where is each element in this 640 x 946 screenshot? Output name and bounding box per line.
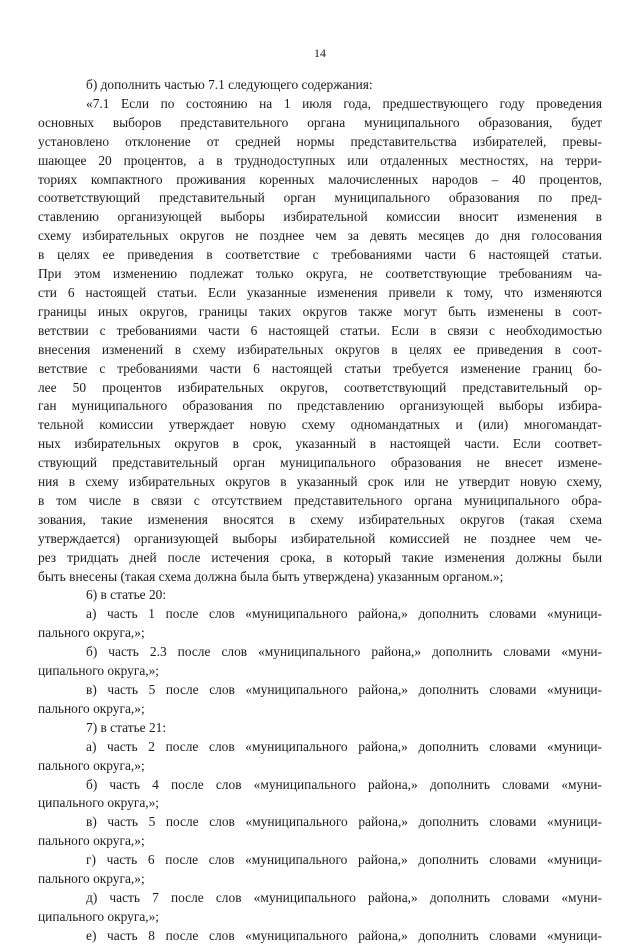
text-line: ган муниципального образования по представлению организующей выборы избира- xyxy=(38,398,602,414)
text-line: основных выборов представительного органа муниципального образования, будет xyxy=(38,114,602,130)
text-line: «7.1 Если по состоянию на 1 июля года, предшествующего году проведения xyxy=(86,95,602,111)
text-line: 7) в статье 21: xyxy=(86,719,167,735)
text-line: лее 50 процентов избирательных округов, соответствующий представительный ор- xyxy=(38,379,602,395)
text-line: зования, такие изменения вносятся в схему избирательных округов (такая схема xyxy=(38,511,602,527)
text-line: е) часть 8 после слов «муниципального района,» дополнить словами «муници- xyxy=(86,927,602,943)
text-line: а) часть 1 после слов «муниципального района,» дополнить словами «муници- xyxy=(86,606,602,622)
text-line: ципального округа,»; xyxy=(38,795,160,811)
text-line: шающее 20 процентов, а в труднодоступных или отдаленных местностях, на терри- xyxy=(38,152,602,168)
text-line: г) часть 6 после слов «муниципального района,» дополнить словами «муници- xyxy=(86,852,602,868)
text-line: в) часть 5 после слов «муниципального района,» дополнить словами «муници- xyxy=(86,814,602,830)
text-line: ствующий представительный орган муниципального образования не внесет измене- xyxy=(38,455,602,471)
text-line: пального округа,»; xyxy=(38,833,145,849)
text-line: установлено отклонение от средней нормы представительства избирателей, превы- xyxy=(38,133,602,149)
text-line: ципального округа,»; xyxy=(38,663,160,679)
text-line: в) часть 5 после слов «муниципального района,» дополнить словами «муници- xyxy=(86,682,602,697)
text-line: ных избирательных округов в срок, указанный в настоящей части. Если соответ- xyxy=(38,436,602,452)
text-line: тельной комиссии утверждает новую схему одномандатных и (или) многомандат- xyxy=(38,417,602,433)
text-line: быть внесены (такая схема должна была быть утверждена) указанным органом.»; xyxy=(38,568,504,584)
text-line: б) дополнить частью 7.1 следующего содержания: xyxy=(86,77,373,92)
text-line: ния в схему избирательных округов в указанный срок или не утвердит новую схему, xyxy=(38,474,602,490)
text-line: ториях компактного проживания коренных малочисленных народов – 40 процентов, xyxy=(38,171,602,187)
text-line: пального округа,»; xyxy=(38,700,145,716)
text-line: в том числе в связи с отсутствием представительного органа муниципального обра- xyxy=(38,492,602,508)
text-line: д) часть 7 после слов «муниципального района,» дополнить словами «муни- xyxy=(86,889,602,905)
text-line: При этом изменению подлежат только округа, не соответствующие требованиям ча- xyxy=(38,266,602,282)
text-line: ставлению организующей выборы избирательной комиссии вносит изменения в xyxy=(38,209,602,225)
text-line: ветствие с требованиями части 6 настоящей статьи требуется изменение границ бо- xyxy=(38,360,602,376)
text-line: внесения изменений в схему избирательных округов в целях ее приведения в соот- xyxy=(38,341,602,357)
text-line: ципального округа,»; xyxy=(38,908,160,924)
text-line: 6) в статье 20: xyxy=(86,587,167,603)
text-line: границы иных округов, границы таких округов также могут быть изменены в соот- xyxy=(38,303,602,319)
text-line: б) часть 2.3 после слов «муниципального района,» дополнить словами «муни- xyxy=(86,644,602,660)
page-number: 14 xyxy=(314,46,326,60)
text-line: б) часть 4 после слов «муниципального района,» дополнить словами «муни- xyxy=(86,776,602,792)
text-line: а) часть 2 после слов «муниципального района,» дополнить словами «муници- xyxy=(86,738,602,754)
text-line: пального округа,»; xyxy=(38,625,145,641)
text-line: пального округа,»; xyxy=(38,871,145,887)
text-line: в целях ее приведения в соответствие с требованиями части 6 настоящей статьи. xyxy=(38,247,602,263)
text-line: ветствии с требованиями части 6 настоящей статьи. Если в связи с необходимостью xyxy=(38,322,602,338)
text-line: пального округа,»; xyxy=(38,757,145,773)
document-body xyxy=(38,76,602,946)
text-line: утверждается) организующей выборы избирательной комиссией не позднее чем че- xyxy=(38,530,602,546)
text-line: сти 6 настоящей статьи. Если указанные изменения привели к тому, что изменяются xyxy=(38,284,602,300)
text-line: рез тридцать дней после истечения срока, в который такие изменения должны были xyxy=(38,549,602,565)
text-line: соответствующий представительный орган муниципального образования по пред- xyxy=(38,190,602,206)
text-line: схему избирательных округов не позднее чем за девять месяцев до дня голосования xyxy=(38,228,602,244)
